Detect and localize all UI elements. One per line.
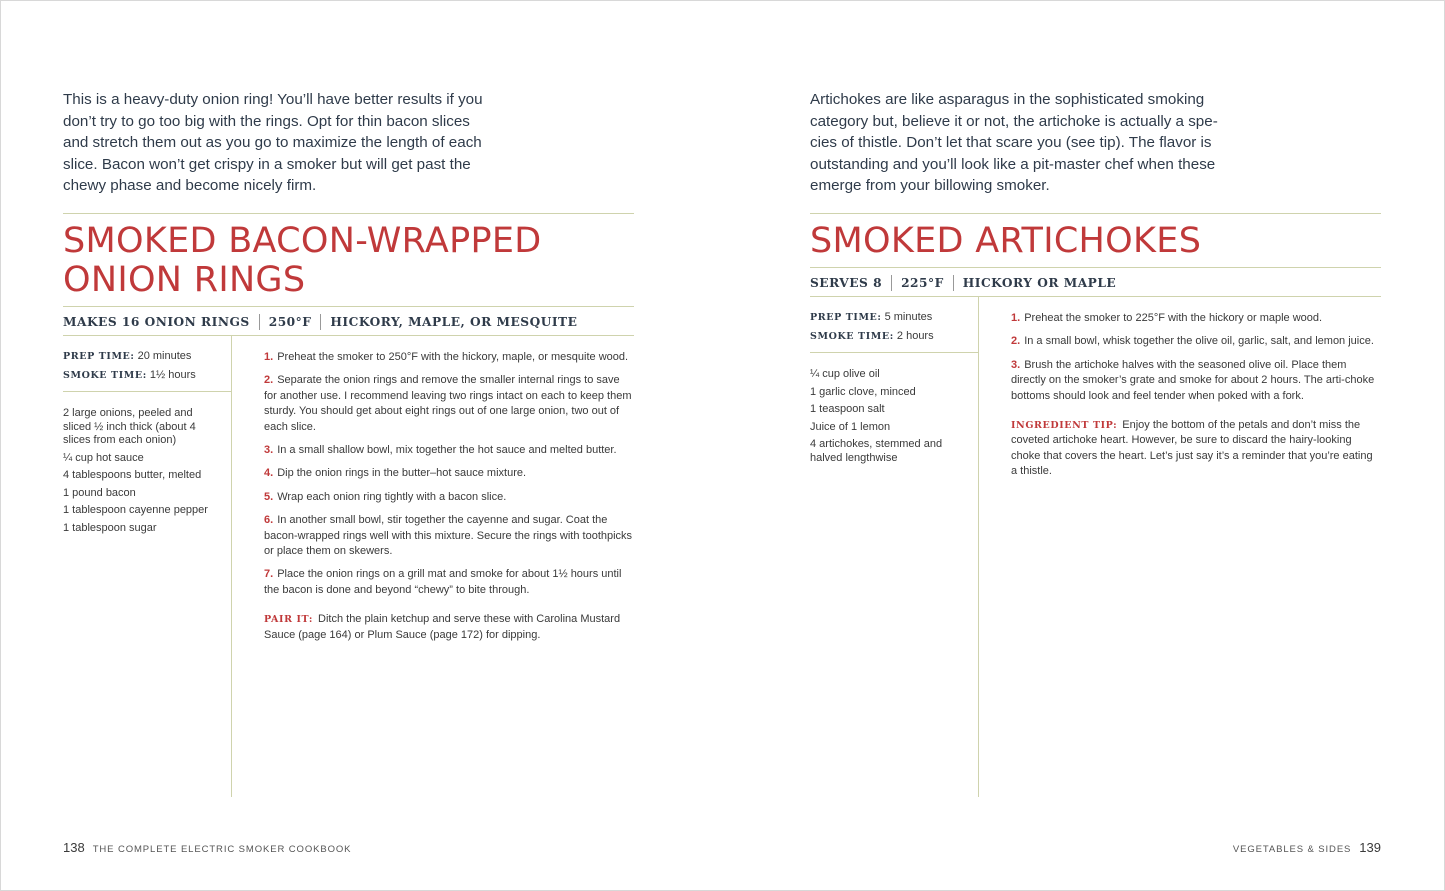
- prep-time: PREP TIME: 5 minutes: [810, 311, 933, 323]
- recipe-title-line-2: ONION RINGS: [63, 260, 306, 300]
- recipe-meta: [810, 274, 1116, 292]
- title-top-rule: [63, 213, 634, 214]
- prep-time: PREP TIME: 20 minutes: [63, 350, 192, 362]
- step-number: 7.: [264, 568, 274, 581]
- meta-separator: [953, 275, 954, 291]
- step-text: Dip the onion rings in the butter–hot sauce mixture.: [277, 467, 527, 480]
- running-head: THE COMPLETE ELECTRIC SMOKER COOKBOOK: [92, 844, 352, 855]
- tip-text: Enjoy the bottom of the petals and don’t miss the coveted artichoke heart. However, be sure to discard the hairy-looking choke that covers the heart. Let’s just say it’s a reminder that you’re eating a thistle.: [1011, 419, 1373, 478]
- step-text: In a small bowl, whisk together the olive oil, garlic, salt, and lemon juice.: [1024, 335, 1374, 348]
- time-divider: [810, 352, 978, 353]
- meta-separator: [891, 275, 892, 291]
- step-number: 6.: [264, 514, 274, 527]
- recipe-yield: MAKES 16 ONION RINGS: [63, 315, 250, 329]
- step-text: In a small shallow bowl, mix together the hot sauce and melted butter.: [277, 444, 617, 457]
- ingredient-item: 1 pound bacon: [63, 486, 136, 499]
- recipe-temp: 250°F: [268, 315, 312, 329]
- meta-bottom-rule: [810, 296, 1381, 297]
- step-item: [264, 466, 634, 481]
- pair-it-tip: [264, 612, 634, 643]
- ingredient-item: 2 large onions, peeled and sliced ½ inch thick (about 4 slices from each onion): [63, 407, 196, 446]
- recipe-yield: SERVES 8: [810, 276, 883, 290]
- step-number: 2.: [1011, 335, 1021, 348]
- step-number: 1.: [1011, 312, 1021, 324]
- time-block: [810, 308, 970, 346]
- ingredient-item: Juice of 1 lemon: [810, 420, 891, 433]
- step-item: [264, 350, 634, 365]
- ingredient-item: 1 tablespoon sugar: [63, 521, 157, 534]
- step-list: [1011, 311, 1376, 404]
- ingredient-list: [810, 368, 970, 469]
- smoke-time: SMOKE TIME: 2 hours: [810, 330, 934, 342]
- tip-text: Ditch the plain ketchup and serve these with Carolina Mustard Sauce (page 164) or Plum Sauce (page 172) for dipping.: [264, 613, 621, 641]
- ingredient-item: ¼ cup olive oil: [810, 368, 880, 380]
- step-text: Preheat the smoker to 225°F with the hickory or maple wood.: [1024, 312, 1323, 324]
- step-item: [1011, 334, 1376, 349]
- meta-bottom-rule: [63, 335, 634, 336]
- ingredient-item: 1 tablespoon cayenne pepper: [63, 504, 208, 516]
- step-number: 2.: [264, 374, 274, 387]
- right-footer: [1233, 840, 1381, 858]
- step-number: 5.: [264, 490, 274, 503]
- step-text: Place the onion rings on a grill mat and smoke for about 1½ hours until the bacon is done and beyond “chewy” to bite through.: [264, 568, 622, 596]
- recipe-wood: HICKORY OR MAPLE: [962, 276, 1117, 290]
- title-bottom-rule: [810, 267, 1381, 268]
- step-number: 3.: [1011, 358, 1021, 371]
- step-number: 3.: [264, 444, 274, 457]
- ingredient-item: ¼ cup hot sauce: [63, 451, 144, 464]
- meta-separator: [320, 314, 321, 330]
- tip-label: INGREDIENT TIP:: [1011, 420, 1118, 432]
- recipe-title-line-1: SMOKED BACON-WRAPPED: [63, 221, 542, 261]
- step-item: [264, 567, 634, 598]
- directions: [1011, 311, 1376, 480]
- step-text: Preheat the smoker to 250°F with the hickory, maple, or mesquite wood.: [277, 351, 629, 363]
- smoke-time: SMOKE TIME: 1½ hours: [63, 369, 196, 381]
- title-bottom-rule: [63, 306, 634, 307]
- running-head: VEGETABLES & SIDES: [1232, 844, 1352, 855]
- step-item: [264, 513, 634, 559]
- recipe-meta: [63, 313, 577, 331]
- time-block: [63, 347, 223, 385]
- step-item: [1011, 358, 1376, 404]
- step-item: [1011, 311, 1376, 326]
- title-top-rule: [810, 213, 1381, 214]
- tip-label: PAIR IT:: [264, 614, 313, 626]
- left-footer: [63, 840, 351, 858]
- recipe-temp: 225°F: [901, 276, 944, 290]
- column-divider: [231, 336, 232, 797]
- step-text: In another small bowl, stir together the cayenne and sugar. Coat the bacon-wrapped rings well with this mixture. Secure the rings with toothpicks or place them on skewers.: [264, 514, 633, 558]
- recipe-title: SMOKED ARTICHOKES: [810, 221, 1202, 261]
- step-number: 1.: [264, 351, 274, 363]
- step-text: Separate the onion rings and remove the smaller internal rings to save for another use. I recommend leaving two rings intact on each to keep them sturdy. You should get about eight rings out of one large onion, two out of each slice.: [264, 374, 632, 433]
- step-text: Brush the artichoke halves with the seasoned olive oil. Place them directly on the smoker’s grate and smoke for about 2 hours. The arti-choke bottoms should look and feel tender when poked with a fork.: [1011, 358, 1375, 402]
- ingredient-item: 1 teaspoon salt: [810, 403, 885, 415]
- meta-separator: [259, 314, 260, 330]
- step-list: [264, 350, 634, 598]
- ingredient-item: 4 artichokes, stemmed and halved lengthwise: [810, 438, 943, 464]
- ingredient-tip: [1011, 418, 1376, 480]
- intro-paragraph: This is a heavy-duty onion ring! You’ll have better results if you don’t try to go too big with the rings. Opt for thin bacon slices and stretch them out as you go to maximize the length of each slice. Bacon won’t get crispy in a smoker but will get past the chewy phase and become nicely firm.: [63, 91, 483, 194]
- left-page: [63, 0, 634, 891]
- step-item: [264, 373, 634, 435]
- directions: [264, 350, 634, 643]
- step-number: 4.: [264, 467, 274, 480]
- step-text: Wrap each onion ring tightly with a bacon slice.: [277, 490, 507, 503]
- recipe-wood: HICKORY, MAPLE, OR MESQUITE: [330, 315, 578, 329]
- ingredient-list: [63, 407, 223, 539]
- page-number: 138: [63, 840, 85, 855]
- column-divider: [978, 297, 979, 797]
- recipe-title: [63, 222, 634, 300]
- right-page: [810, 0, 1381, 891]
- page-number: 139: [1359, 840, 1381, 855]
- ingredient-item: 4 tablespoons butter, melted: [63, 469, 202, 481]
- step-item: [264, 443, 634, 458]
- ingredient-item: 1 garlic clove, minced: [810, 385, 916, 398]
- time-divider: [63, 391, 231, 392]
- intro-paragraph: Artichokes are like asparagus in the sophisticated smoking category but, believe it or not, the artichoke is actually a spe-cies of thistle. Don’t let that scare you (see tip). The flavor is outstanding and you’ll look like a pit-master chef when these emerge from your billowing smoker.: [810, 91, 1218, 194]
- step-item: [264, 490, 634, 505]
